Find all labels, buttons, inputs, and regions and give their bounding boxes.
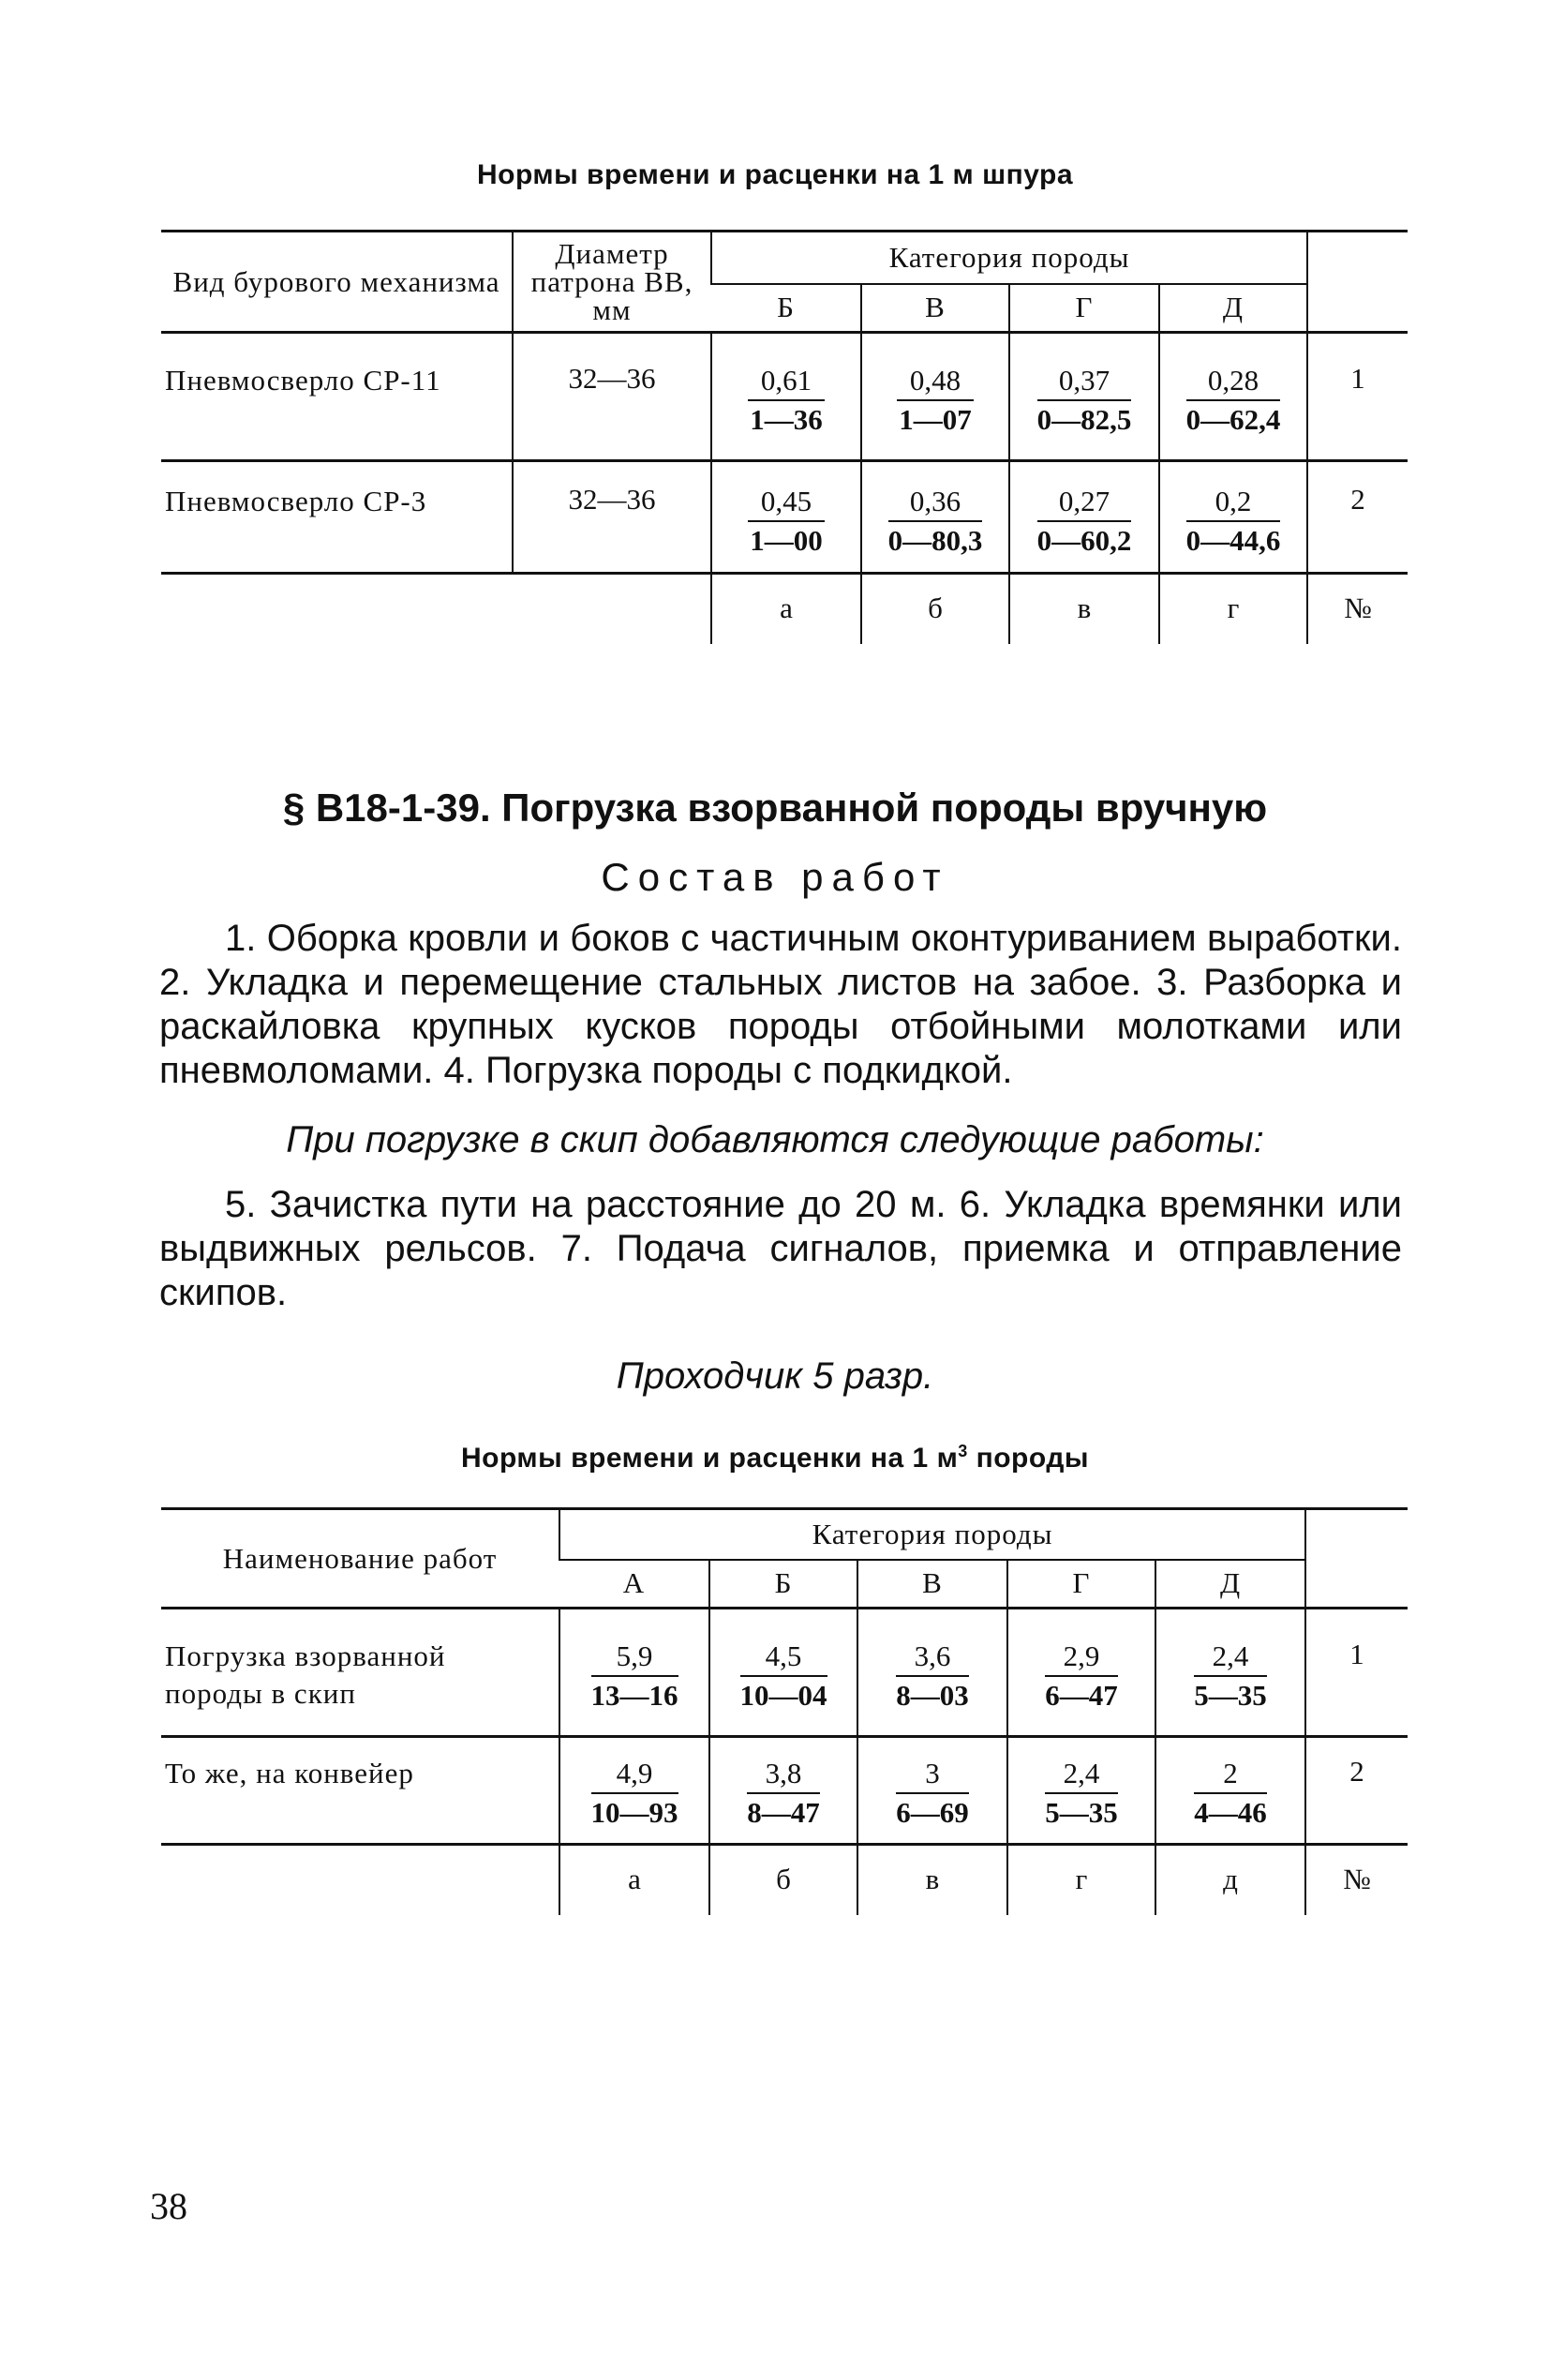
row-label: То же, на конвейер (161, 1737, 559, 1845)
norm-value: 2,4 (1194, 1638, 1267, 1677)
norm-value: 4,9 (591, 1755, 678, 1794)
norm-value: 4,5 (740, 1638, 827, 1677)
table2-header-blank (1305, 1509, 1408, 1609)
table2-caption-sup: 3 (958, 1442, 968, 1460)
norm-value: 0,28 (1186, 362, 1281, 401)
norm-cell (861, 461, 1009, 574)
table2 (161, 1507, 1408, 1915)
price-value: 1—36 (750, 403, 823, 436)
table-footer-row (161, 1845, 1408, 1915)
norm-value: 2,4 (1045, 1755, 1118, 1794)
table2-caption-main: Нормы времени и расценки на 1 м (461, 1443, 959, 1474)
norm-value: 2 (1194, 1755, 1267, 1794)
blank-cell (161, 574, 513, 644)
price-value: 5—35 (1045, 1796, 1118, 1829)
norm-value: 0,45 (748, 483, 825, 522)
table1 (161, 230, 1408, 644)
price-value: 1—00 (750, 524, 823, 557)
norm-value: 5,9 (591, 1638, 678, 1677)
norm-value: 3,8 (747, 1755, 820, 1794)
norm-value: 2,9 (1045, 1638, 1118, 1677)
section-subtitle: Состав работ (601, 855, 949, 899)
column-letter: в (857, 1845, 1007, 1915)
column-letter: б (709, 1845, 857, 1915)
price-value: 8—03 (896, 1679, 969, 1712)
norm-value: 0,37 (1037, 362, 1132, 401)
norm-cell (1009, 461, 1159, 574)
norm-cell (711, 333, 861, 461)
table1-cat-b: Б (711, 284, 861, 333)
norm-value: 3,6 (896, 1638, 969, 1677)
table2-cat-v: В (857, 1560, 1007, 1609)
norm-cell (861, 333, 1009, 461)
row-number: 1 (1307, 333, 1408, 461)
table2-caption (0, 1442, 1550, 1474)
norm-value: 0,61 (748, 362, 825, 401)
norm-value: 0,2 (1186, 483, 1281, 522)
work-paragraph-2: 5. Зачистка пути на расстояние до 20 м. 6. Укладка времянки или выдвижных рельсов. 7. Подача сигналов, приемка и отправление скипов. (159, 1184, 1402, 1313)
table2-header-work: Наименование работ (161, 1509, 559, 1609)
table2-cat-b: Б (709, 1560, 857, 1609)
table1-header-mechanism: Вид бурового механизма (161, 232, 513, 333)
norm-cell (1159, 461, 1307, 574)
table2-cat-a: А (559, 1560, 709, 1609)
price-value: 0—82,5 (1036, 403, 1132, 436)
table1-header-category: Категория породы (711, 232, 1307, 284)
price-value: 0—62,4 (1185, 403, 1281, 436)
norm-cell (1159, 333, 1307, 461)
table1-caption: Нормы времени и расценки на 1 м шпура (476, 159, 1074, 190)
column-letter: д (1155, 1845, 1305, 1915)
table1-cat-g: Г (1009, 284, 1159, 333)
italic-note: При погрузке в скип добавляются следующие работы: (286, 1119, 1264, 1160)
blank-cell (161, 1845, 559, 1915)
page-number: 38 (150, 2185, 187, 2227)
price-value: 8—47 (747, 1796, 820, 1829)
row-number: 1 (1305, 1609, 1408, 1737)
price-value: 6—69 (896, 1796, 969, 1829)
norm-cell (709, 1737, 857, 1845)
row-number: 2 (1305, 1737, 1408, 1845)
table-row (161, 1609, 1408, 1737)
price-value: 10—04 (739, 1679, 827, 1712)
table-row (161, 461, 1408, 574)
table1-cat-v: В (861, 284, 1009, 333)
table-row (161, 333, 1408, 461)
column-letter: в (1009, 574, 1159, 644)
norm-cell (1155, 1609, 1305, 1737)
norm-cell (1007, 1609, 1155, 1737)
table2-cat-d: Д (1155, 1560, 1305, 1609)
column-letter: б (861, 574, 1009, 644)
norm-cell (559, 1609, 709, 1737)
price-value: 0—44,6 (1185, 524, 1281, 557)
norm-cell (1007, 1737, 1155, 1845)
diameter-value: 32—36 (513, 461, 711, 574)
price-value: 1—07 (899, 403, 972, 436)
norm-cell (559, 1737, 709, 1845)
table1-header-blank (1307, 232, 1408, 333)
price-value: 4—46 (1194, 1796, 1267, 1829)
number-sign: № (1305, 1845, 1408, 1915)
norm-cell (857, 1737, 1007, 1845)
price-value: 10—93 (590, 1796, 678, 1829)
column-letter: г (1007, 1845, 1155, 1915)
row-label: Пневмосверло СР-11 (161, 333, 513, 461)
blank-cell (513, 574, 711, 644)
norm-cell (709, 1609, 857, 1737)
price-value: 6—47 (1045, 1679, 1118, 1712)
price-value: 13—16 (590, 1679, 678, 1712)
table2-cat-g: Г (1007, 1560, 1155, 1609)
price-value: 0—80,3 (887, 524, 983, 557)
worker-grade: Проходчик 5 разр. (616, 1355, 934, 1397)
table2-caption-tail: породы (967, 1443, 1089, 1474)
number-sign: № (1307, 574, 1408, 644)
row-number: 2 (1307, 461, 1408, 574)
norm-value: 3 (896, 1755, 969, 1794)
norm-cell (1009, 333, 1159, 461)
table-row (161, 1737, 1408, 1845)
column-letter: а (711, 574, 861, 644)
norm-value: 0,36 (888, 483, 983, 522)
table1-header-diameter: Диаметр патрона ВВ, мм (513, 232, 711, 333)
price-value: 5—35 (1194, 1679, 1267, 1712)
table1-cat-d: Д (1159, 284, 1307, 333)
column-letter: г (1159, 574, 1307, 644)
price-value: 0—60,2 (1036, 524, 1132, 557)
norm-cell (711, 461, 861, 574)
norm-cell (1155, 1737, 1305, 1845)
table-footer-row (161, 574, 1408, 644)
table2-header-category: Категория породы (559, 1509, 1305, 1560)
section-title: § В18-1-39. Погрузка взорванной породы вручную (282, 786, 1268, 830)
column-letter: а (559, 1845, 709, 1915)
row-label: Погрузка взорванной породы в скип (161, 1609, 559, 1737)
diameter-value: 32—36 (513, 333, 711, 461)
norm-cell (857, 1609, 1007, 1737)
norm-value: 0,48 (897, 362, 974, 401)
norm-value: 0,27 (1037, 483, 1132, 522)
work-paragraph-1: 1. Оборка кровли и боков с частичным оконтуриванием выработки. 2. Укладка и перемещение стальных листов на забое. 3. Разборка и раскайловка крупных кусков породы отбойными молотками или пневмоломами. 4. Погрузка породы с подкидкой. (159, 918, 1402, 1091)
row-label: Пневмосверло СР-3 (161, 461, 513, 574)
